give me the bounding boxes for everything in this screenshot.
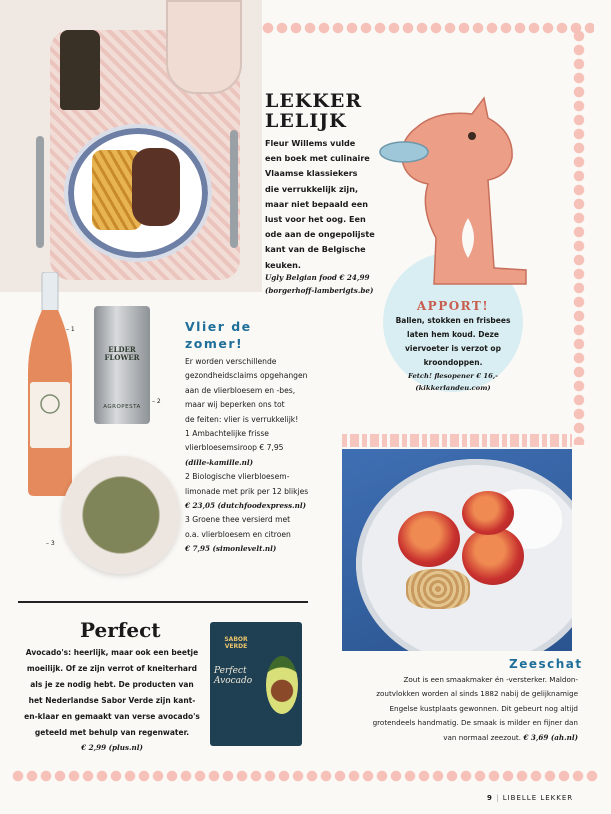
text-line: 2 Biologische vlierbloesem- — [185, 472, 290, 482]
vlier-title — [185, 318, 252, 352]
text-line: kroondoppen. — [423, 358, 483, 367]
price-line: Ugly Belgian food € 24,99 — [265, 273, 370, 282]
text-line: kant van de Belgische — [265, 244, 366, 255]
peach-half — [462, 491, 514, 535]
text-line: een boek met culinaire — [265, 153, 370, 164]
text-line: van normaal zeezout. — [443, 732, 522, 742]
text-line: maar niet bepaald een — [265, 198, 369, 209]
knife-icon — [230, 130, 238, 248]
scallop-border-bottom — [12, 770, 600, 782]
text-line: grotendeels handmatig. De smaak is milder en fijner dan — [372, 718, 578, 728]
lekker-lelijk-title-line1: LEKKER — [265, 90, 363, 112]
text-line: vlierbloesemsiroop € 7,95 — [185, 443, 284, 453]
text-line: zoutvlokken worden al sinds 1882 nabij de gelijknamige — [376, 689, 578, 699]
box-brand: SABOR VERDE — [224, 636, 248, 650]
vlier-title-line2: zomer! — [185, 336, 244, 351]
avocado-icon — [266, 656, 298, 714]
text-line: moeilijk. Of ze zijn verrot of kneiterhard — [26, 664, 198, 673]
perfect-price: € 2,99 (plus.nl) — [81, 743, 143, 752]
apport-price — [384, 370, 522, 394]
granola — [406, 569, 470, 609]
stew-fries-photo — [0, 0, 262, 292]
text-line: limonade met prik per 12 blikjes — [185, 486, 309, 496]
dog-bottle-opener-image — [376, 88, 544, 286]
zeeschat-title: Zeeschat — [509, 657, 583, 671]
text-line: gezondheidsclaims opgehangen — [185, 371, 308, 381]
text-line: Ballen, stokken en frisbees — [395, 316, 511, 325]
text-line: en-klaar en gemaakt van verse avocado's — [24, 712, 200, 721]
text-line: de feiten: vlier is verrukkelijk! — [185, 414, 299, 424]
magazine-name: LIBELLE LEKKER — [502, 794, 574, 802]
lekker-lelijk-title-line2: LELIJK — [265, 110, 347, 132]
text-line: als je ze nodig hebt. De producten van — [30, 680, 194, 689]
text-line: keuken. — [265, 259, 301, 270]
text-line: viervoeter is verzot op — [405, 344, 501, 353]
vlier-item2-src: € 23,05 (dutchfoodexpress.nl) — [185, 501, 306, 511]
can-brand: AGROPESTA — [103, 404, 141, 410]
lekker-lelijk-title — [265, 91, 385, 131]
can-label: ELDER FLOWER — [104, 345, 140, 362]
syrup-bottle-image — [24, 272, 76, 498]
scallop-border-right — [573, 30, 585, 445]
text-line: Fleur Willems vulde — [265, 138, 356, 148]
elderflower-can-image — [94, 306, 150, 424]
vlier-item1-src: (dille-kamille.nl) — [185, 457, 254, 467]
apport-block — [384, 298, 522, 394]
vlier-item3-src: € 7,95 (simonlevelt.nl) — [185, 544, 277, 554]
text-line: 1 Ambachtelijke frisse — [185, 429, 269, 439]
marker-1: – 1 — [66, 326, 75, 333]
text-line: die verrukkelijk zijn, — [265, 183, 359, 194]
page-footer — [487, 794, 573, 802]
apport-title: APPORT! — [416, 299, 490, 313]
scallop-border-top — [262, 22, 594, 34]
price-line: (borgerhoff-lamberigts.be) — [265, 285, 374, 295]
price-line: Fetch! flesopener € 16,- — [407, 372, 498, 380]
page-number: 9 — [487, 794, 493, 802]
decorative-divider — [342, 434, 572, 447]
text-line: Vlaamse klassiekers — [265, 168, 358, 179]
text-line: het Nederlandse Sabor Verde zijn kant- — [28, 696, 196, 705]
perfect-title: Perfect — [80, 618, 161, 642]
apport-body — [384, 314, 522, 370]
tea-bowl-image — [62, 456, 180, 574]
peach-half — [398, 511, 460, 567]
grilled-peach-photo — [342, 449, 572, 651]
beer-bottle — [60, 30, 100, 110]
text-line: lust voor het oog. Een — [265, 214, 366, 225]
text-line: laten hem koud. Deze — [407, 330, 499, 339]
stew — [132, 148, 180, 226]
text-line: 3 Groene thee versierd met — [185, 515, 291, 525]
zeeschat-price: € 3,69 (ah.nl) — [523, 732, 578, 742]
text-line: o.a. vlierbloesem en citroen — [185, 529, 291, 539]
peach-half — [462, 527, 524, 585]
text-line: Avocado's: heerlijk, maar ook een beetje — [25, 648, 199, 657]
lekker-lelijk-body — [265, 136, 385, 273]
marker-3: – 3 — [46, 540, 55, 547]
text-line: Zout is een smaakmaker én -versterker. Maldon- — [403, 675, 578, 684]
avocado-product-box-image — [210, 622, 302, 746]
milkshake-glass — [166, 0, 242, 94]
footer-separator: | — [496, 794, 500, 802]
zeeschat-body — [340, 673, 578, 745]
marker-2: – 2 — [152, 398, 161, 405]
vlier-title-line1: Vlier de — [185, 319, 252, 334]
vlier-body — [185, 355, 335, 557]
text-line: Er worden verschillende — [185, 357, 277, 366]
price-line: (kikkerlandeu.com) — [415, 384, 491, 392]
section-divider — [18, 601, 308, 603]
box-name: Perfect Avocado — [214, 666, 253, 686]
text-line: aan de vlierbloesem en -bes, — [185, 385, 296, 395]
text-line: maar wij beperken ons tot — [185, 400, 285, 410]
text-line-with-price — [340, 731, 578, 745]
perfect-body — [16, 645, 208, 755]
text-line: geteeld met behulp van regenwater. — [34, 728, 190, 737]
fork-icon — [36, 136, 44, 248]
text-line: Engelse kustplaats gewonnen. Dit gebeurt nog altijd — [389, 703, 578, 713]
text-line: ode aan de ongepolijste — [265, 229, 375, 240]
